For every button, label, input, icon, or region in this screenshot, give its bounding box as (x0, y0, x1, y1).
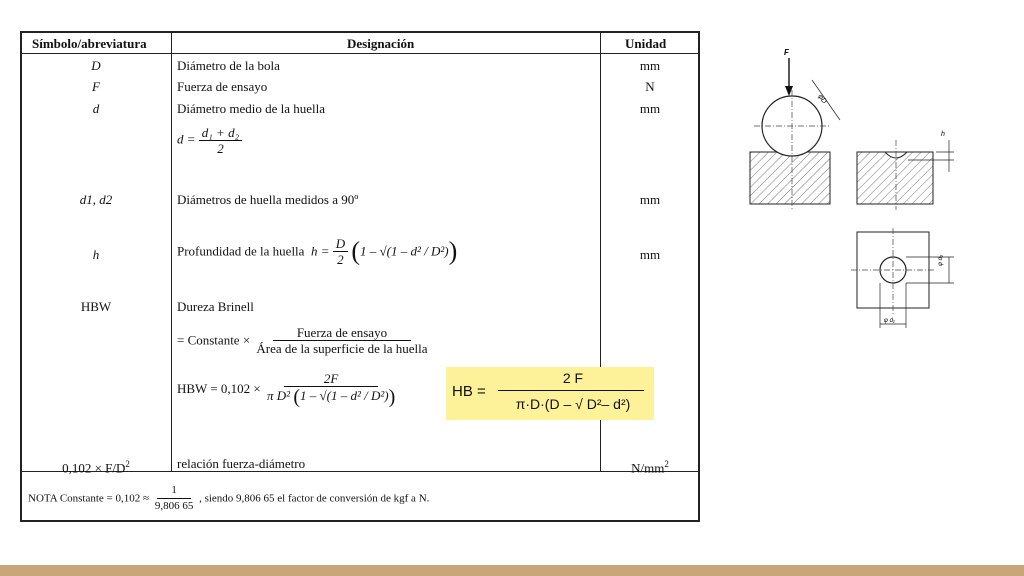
diameter-label: φD (816, 93, 828, 106)
header-designation: Designación (347, 36, 415, 51)
hb-lhs: HB = (452, 383, 486, 400)
formula-hbw1-num: Fuerza de ensayo (273, 325, 411, 341)
formula-hbw2-den (264, 387, 398, 407)
formula-hbw2-num: 2F (284, 371, 378, 387)
symbol-relation (22, 456, 170, 476)
nota-fraction (152, 483, 197, 514)
unit-relation (600, 456, 700, 476)
formula-h-body: 1 – √(1 – d² / D²) (360, 243, 449, 259)
unit-relation-sup: 2 (664, 459, 669, 469)
formula-hbw1-lhs: = Constante × (177, 332, 251, 348)
designation-h: Profundidad de la huella (177, 243, 305, 259)
unit-d: mm (639, 101, 661, 116)
unit-D: mm (639, 58, 661, 73)
nota-den: 9,806 65 (154, 500, 194, 512)
formula-hbw2-close-paren: ) (388, 386, 396, 408)
formula-hbw-constant (177, 325, 431, 356)
formula-hbw2-lhs: HBW = 0,102 × (177, 381, 261, 396)
nota-suffix: , siendo 9,806 65 el factor de conversión de kgf a N. (199, 492, 430, 505)
formula-h-open-paren: ( (351, 236, 361, 266)
unit-d1-d2: mm (639, 192, 661, 207)
designation-d1-d2: Diámetros de huella medidos a 90º (177, 192, 359, 207)
column-divider (171, 33, 172, 471)
header-unit: Unidad (625, 36, 667, 51)
formula-hbw2-fraction (264, 371, 398, 407)
formula-h-row (177, 236, 457, 267)
symbol-HBW: HBW (80, 299, 112, 314)
top-view-figure (851, 228, 954, 328)
force-label: F (784, 48, 789, 57)
depth-figure (857, 131, 954, 210)
nota-prefix: NOTA Constante = 0,102 ≈ (28, 492, 150, 505)
hb-formula-highlight (446, 367, 654, 420)
designation-d: Diámetro medio de la huella (177, 101, 326, 116)
brinell-table (20, 31, 700, 522)
nota-num: 1 (157, 483, 191, 499)
depth-label: h (941, 131, 945, 138)
header-divider (22, 53, 698, 54)
hb-fraction-bar (498, 390, 644, 391)
formula-hbw2-den-body: 1 – √(1 – d² / D²) (300, 387, 389, 403)
designation-relation: relación fuerza-diámetro (177, 456, 306, 471)
formula-d-den: 2 (217, 141, 224, 156)
formula-d-num: d₁ + d₂ (199, 125, 242, 141)
formula-hbw1-fraction (253, 325, 430, 356)
formula-d (177, 125, 242, 156)
header-symbol: Símbolo/abreviatura (32, 36, 147, 51)
formula-hbw1-den: Área de la superficie de la huella (256, 341, 428, 356)
designation-HBW: Dureza Brinell (177, 299, 254, 314)
specimen-block (750, 152, 830, 204)
designation-F: Fuerza de ensayo (177, 79, 268, 94)
formula-h-den: 2 (337, 252, 344, 267)
symbol-h: h (92, 247, 100, 262)
symbol-relation-sup: 2 (125, 459, 130, 469)
symbol-D: D (91, 58, 101, 73)
formula-hbw-full (177, 371, 398, 407)
brinell-diagram (736, 40, 996, 380)
symbol-d: d (92, 101, 100, 116)
symbol-relation-text: 0,102 × F/D (62, 460, 126, 476)
formula-h-num: D (333, 236, 348, 252)
footer-bar (0, 565, 1024, 576)
unit-F: N (645, 79, 655, 94)
d1-label: φ d₁ (884, 318, 895, 324)
formula-d-lhs: d = (177, 131, 196, 147)
formula-hbw2-den-prefix: π D² (267, 387, 291, 403)
unit-h: mm (639, 247, 661, 262)
nota (28, 483, 429, 514)
formula-hbw2-open-paren: ( (293, 386, 300, 408)
hb-den: π·D·(D – √ D²– d²) (515, 396, 631, 412)
d2-label: φ d₂ (938, 254, 944, 266)
formula-h-close-paren: ) (448, 236, 458, 266)
unit-relation-text: N/mm (631, 460, 665, 476)
formula-h-lhs: h = (310, 243, 330, 259)
designation-D: Diámetro de la bola (177, 58, 280, 73)
formula-h-fraction (333, 236, 348, 267)
symbol-d1-d2: d1, d2 (79, 192, 113, 207)
ball-indentation-figure (750, 48, 840, 210)
formula-d-fraction (199, 125, 242, 156)
symbol-F: F (92, 79, 100, 94)
hb-num: 2 F (562, 370, 584, 386)
